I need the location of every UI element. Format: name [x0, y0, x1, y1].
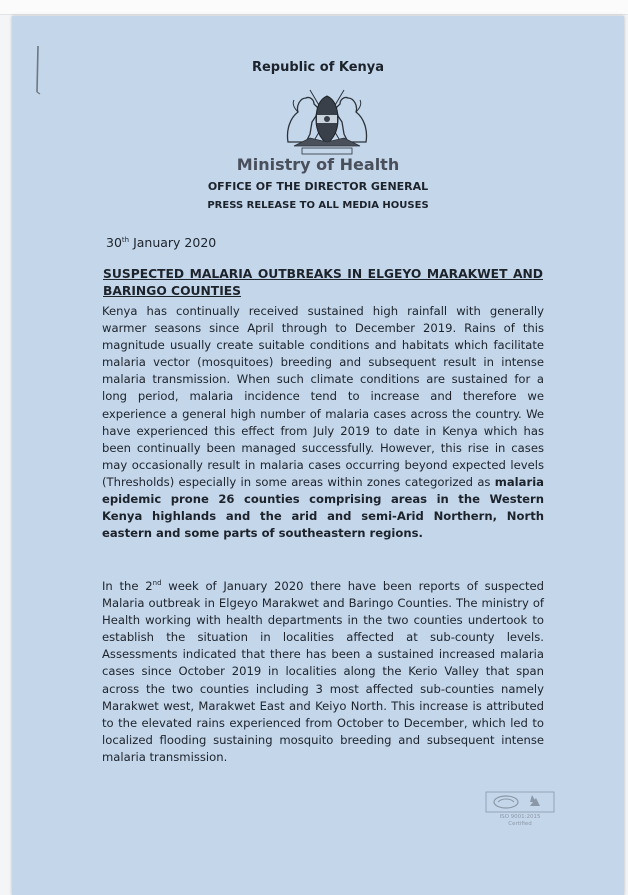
paragraph2-ordinal: nd	[152, 579, 162, 588]
paragraph1-text: Kenya has continually received sustained high rainfall with generally warmer seasons since April through to December 2019. Rains of this magnitude usually create suitable conditions and habitats which facilitate malaria vector (mosquitoes) breeding and subsequent result in intense malaria transmission. When such climate conditions are sustained for a long period, malaria incidence tend to increase and therefore we experience a general high number of malaria cases across the country. We have experienced this effect from July 2019 to date in Kenya which has been continually been managed successfully. However, this rise in cases may occasionally result in malaria cases occurring beyond expected levels (Thresholds) especially in some areas within zones categorized as	[102, 304, 544, 489]
press-release-page	[12, 16, 624, 895]
date-suffix: th	[121, 235, 130, 244]
paragraph2-text: week of January 2020 there have been reports of suspected Malaria outbreak in Elgeyo Marakwet and Baringo Counties. The ministry of Health working with health departments in the two counties undertook to establish the situation in localities affected at sub-county levels. Assessments indicated that there has been a sustained increased malaria cases since October 2019 in localities along the Kerio Valley that span across the two counties including 3 most affected sub-counties namely Marakwet west, Marakwet East and Keiyo North. This increase is attributed to the elevated rains experienced from October to December, which led to localized flooding sustaining mosquito breeding and subsequent intense malaria transmission.	[102, 579, 544, 764]
iso-standard-label: ISO 9001:2015	[499, 814, 541, 820]
paragraph-outbreak-report	[102, 578, 544, 766]
date-day: 30	[106, 235, 122, 250]
paragraph-rainfall-context	[102, 303, 544, 542]
office-heading: OFFICE OF THE DIRECTOR GENERAL	[207, 180, 429, 193]
iso-certification-text	[482, 814, 558, 828]
press-release-title: SUSPECTED MALARIA OUTBREAKS IN ELGEYO MARAKWET AND BARINGO COUNTIES	[103, 267, 543, 298]
paragraph1-bold-text: malaria epidemic prone 26 counties comprising areas in the Western Kenya highlands and the arid and semi-Arid Northern, North eastern and some parts of southeastern regions.	[102, 474, 544, 541]
viewer-top-bar	[0, 0, 628, 15]
date-month-year: January 2020	[129, 235, 217, 250]
republic-heading: Republic of Kenya	[251, 60, 385, 75]
iso-certified-label: Certified	[508, 821, 532, 827]
coat-of-arms-icon	[280, 82, 374, 158]
ministry-heading: Ministry of Health	[236, 155, 400, 174]
paragraph2-start: In the 2	[102, 579, 153, 593]
release-date	[106, 235, 216, 250]
press-release-heading: PRESS RELEASE TO ALL MEDIA HOUSES	[207, 200, 429, 211]
